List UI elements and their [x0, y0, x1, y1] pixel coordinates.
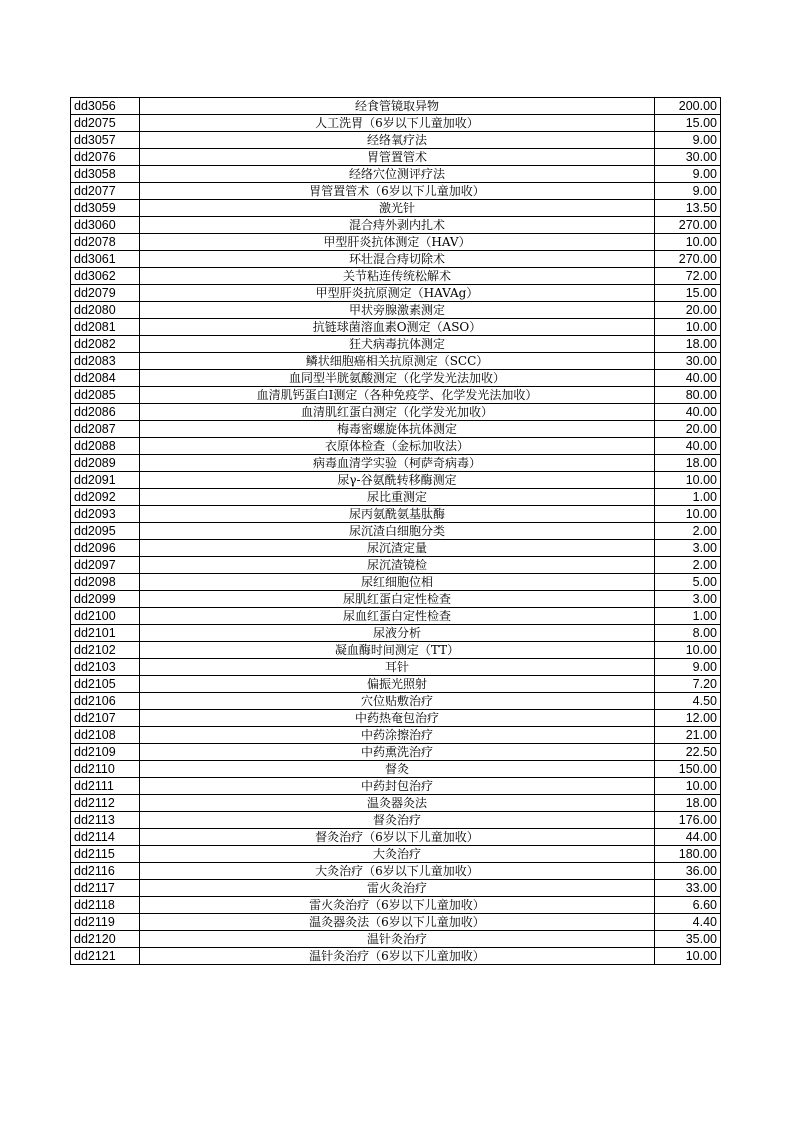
item-price-cell: 80.00	[655, 387, 721, 404]
item-code-cell: dd2088	[71, 438, 140, 455]
table-row	[71, 404, 721, 421]
item-code-cell: dd2097	[71, 557, 140, 574]
item-code-cell: dd2117	[71, 880, 140, 897]
item-code-cell: dd2121	[71, 948, 140, 965]
table-row	[71, 676, 721, 693]
item-code-cell: dd2080	[71, 302, 140, 319]
item-price-cell: 13.50	[655, 200, 721, 217]
table-row	[71, 319, 721, 336]
table-row	[71, 353, 721, 370]
item-code-cell: dd2079	[71, 285, 140, 302]
item-name-cell: 督灸治疗（6岁以下儿童加收）	[140, 829, 655, 846]
item-price-cell: 44.00	[655, 829, 721, 846]
item-code-cell: dd2105	[71, 676, 140, 693]
item-name-cell: 尿丙氨酰氨基肽酶	[140, 506, 655, 523]
item-price-cell: 10.00	[655, 234, 721, 251]
item-price-cell: 8.00	[655, 625, 721, 642]
item-price-cell: 10.00	[655, 319, 721, 336]
item-name-cell: 病毒血清学实验（柯萨奇病毒）	[140, 455, 655, 472]
item-code-cell: dd2109	[71, 744, 140, 761]
item-name-cell: 尿沉渣定量	[140, 540, 655, 557]
table-row	[71, 897, 721, 914]
item-code-cell: dd2102	[71, 642, 140, 659]
item-name-cell: 雷火灸治疗（6岁以下儿童加收）	[140, 897, 655, 914]
item-price-cell: 10.00	[655, 642, 721, 659]
item-code-cell: dd3060	[71, 217, 140, 234]
item-name-cell: 血清肌红蛋白测定（化学发光加收）	[140, 404, 655, 421]
item-price-cell: 18.00	[655, 336, 721, 353]
item-code-cell: dd2099	[71, 591, 140, 608]
table-row	[71, 523, 721, 540]
item-price-cell: 20.00	[655, 421, 721, 438]
table-row	[71, 217, 721, 234]
table-row	[71, 166, 721, 183]
table-row	[71, 761, 721, 778]
table-row	[71, 336, 721, 353]
table-row	[71, 659, 721, 676]
table-row	[71, 302, 721, 319]
item-price-cell: 33.00	[655, 880, 721, 897]
item-code-cell: dd2092	[71, 489, 140, 506]
item-code-cell: dd2095	[71, 523, 140, 540]
item-code-cell: dd2103	[71, 659, 140, 676]
item-code-cell: dd2076	[71, 149, 140, 166]
item-price-cell: 9.00	[655, 659, 721, 676]
table-row	[71, 472, 721, 489]
table-row	[71, 540, 721, 557]
table-row	[71, 268, 721, 285]
table-row	[71, 727, 721, 744]
item-code-cell: dd2120	[71, 931, 140, 948]
item-price-cell: 18.00	[655, 795, 721, 812]
table-row	[71, 625, 721, 642]
table-row	[71, 744, 721, 761]
item-price-cell: 30.00	[655, 353, 721, 370]
table-row	[71, 98, 721, 115]
item-price-cell: 4.40	[655, 914, 721, 931]
table-row	[71, 557, 721, 574]
item-code-cell: dd2101	[71, 625, 140, 642]
item-price-cell: 200.00	[655, 98, 721, 115]
item-price-cell: 2.00	[655, 557, 721, 574]
item-code-cell: dd2111	[71, 778, 140, 795]
item-name-cell: 温灸器灸法	[140, 795, 655, 812]
item-price-cell: 30.00	[655, 149, 721, 166]
item-name-cell: 血清肌钙蛋白I测定（各种免疫学、化学发光法加收）	[140, 387, 655, 404]
item-name-cell: 混合痔外剥内扎术	[140, 217, 655, 234]
table-row	[71, 421, 721, 438]
item-code-cell: dd3062	[71, 268, 140, 285]
item-code-cell: dd2091	[71, 472, 140, 489]
item-name-cell: 甲型肝炎抗原测定（HAVAg）	[140, 285, 655, 302]
table-row	[71, 234, 721, 251]
item-code-cell: dd2086	[71, 404, 140, 421]
table-row	[71, 149, 721, 166]
item-name-cell: 耳针	[140, 659, 655, 676]
table-row	[71, 455, 721, 472]
item-code-cell: dd2113	[71, 812, 140, 829]
item-name-cell: 关节粘连传统松解术	[140, 268, 655, 285]
item-name-cell: 血同型半胱氨酸测定（化学发光法加收）	[140, 370, 655, 387]
item-code-cell: dd3061	[71, 251, 140, 268]
item-name-cell: 鳞状细胞癌相关抗原测定（SCC）	[140, 353, 655, 370]
item-price-cell: 4.50	[655, 693, 721, 710]
item-price-cell: 36.00	[655, 863, 721, 880]
item-code-cell: dd2087	[71, 421, 140, 438]
item-name-cell: 尿γ-谷氨酰转移酶测定	[140, 472, 655, 489]
table-row	[71, 251, 721, 268]
table-row	[71, 489, 721, 506]
item-name-cell: 尿比重测定	[140, 489, 655, 506]
item-name-cell: 中药熏洗治疗	[140, 744, 655, 761]
item-name-cell: 大灸治疗	[140, 846, 655, 863]
table-row	[71, 931, 721, 948]
item-price-cell: 10.00	[655, 506, 721, 523]
item-code-cell: dd2100	[71, 608, 140, 625]
item-code-cell: dd2106	[71, 693, 140, 710]
table-row	[71, 387, 721, 404]
item-name-cell: 中药涂擦治疗	[140, 727, 655, 744]
item-name-cell: 温灸器灸法（6岁以下儿童加收）	[140, 914, 655, 931]
table-row	[71, 608, 721, 625]
table-row	[71, 642, 721, 659]
item-name-cell: 经络氧疗法	[140, 132, 655, 149]
item-name-cell: 尿沉渣镜检	[140, 557, 655, 574]
table-row	[71, 914, 721, 931]
item-code-cell: dd2107	[71, 710, 140, 727]
item-name-cell: 人工洗胃（6岁以下儿童加收）	[140, 115, 655, 132]
item-price-cell: 22.50	[655, 744, 721, 761]
item-price-cell: 9.00	[655, 132, 721, 149]
item-name-cell: 偏振光照射	[140, 676, 655, 693]
item-code-cell: dd2112	[71, 795, 140, 812]
table-row	[71, 285, 721, 302]
table-row	[71, 693, 721, 710]
table-row	[71, 812, 721, 829]
item-code-cell: dd2075	[71, 115, 140, 132]
item-name-cell: 雷火灸治疗	[140, 880, 655, 897]
item-price-cell: 35.00	[655, 931, 721, 948]
item-code-cell: dd2078	[71, 234, 140, 251]
item-name-cell: 中药封包治疗	[140, 778, 655, 795]
table-row	[71, 591, 721, 608]
item-name-cell: 穴位贴敷治疗	[140, 693, 655, 710]
table-row	[71, 370, 721, 387]
item-name-cell: 督灸	[140, 761, 655, 778]
table-row	[71, 506, 721, 523]
item-price-cell: 40.00	[655, 404, 721, 421]
item-name-cell: 尿红细胞位相	[140, 574, 655, 591]
item-price-cell: 15.00	[655, 285, 721, 302]
item-price-cell: 40.00	[655, 370, 721, 387]
item-code-cell: dd2096	[71, 540, 140, 557]
item-code-cell: dd2093	[71, 506, 140, 523]
item-name-cell: 中药热奄包治疗	[140, 710, 655, 727]
item-price-cell: 3.00	[655, 591, 721, 608]
item-price-cell: 10.00	[655, 472, 721, 489]
table-row	[71, 132, 721, 149]
item-name-cell: 抗链球菌溶血素O测定（ASO）	[140, 319, 655, 336]
table-row	[71, 183, 721, 200]
item-name-cell: 凝血酶时间测定（TT）	[140, 642, 655, 659]
item-name-cell: 胃管置管术（6岁以下儿童加收）	[140, 183, 655, 200]
item-code-cell: dd2114	[71, 829, 140, 846]
item-code-cell: dd2115	[71, 846, 140, 863]
item-price-cell: 1.00	[655, 489, 721, 506]
item-name-cell: 胃管置管术	[140, 149, 655, 166]
item-name-cell: 督灸治疗	[140, 812, 655, 829]
item-name-cell: 衣原体检查（金标加收法）	[140, 438, 655, 455]
item-name-cell: 大灸治疗（6岁以下儿童加收）	[140, 863, 655, 880]
item-name-cell: 环壮混合痔切除术	[140, 251, 655, 268]
item-price-cell: 72.00	[655, 268, 721, 285]
item-code-cell: dd3056	[71, 98, 140, 115]
item-code-cell: dd2110	[71, 761, 140, 778]
item-name-cell: 甲型肝炎抗体测定（HAV）	[140, 234, 655, 251]
item-code-cell: dd3057	[71, 132, 140, 149]
item-code-cell: dd2089	[71, 455, 140, 472]
item-code-cell: dd2098	[71, 574, 140, 591]
item-name-cell: 经络穴位测评疗法	[140, 166, 655, 183]
table-row	[71, 115, 721, 132]
item-price-cell: 150.00	[655, 761, 721, 778]
table-row	[71, 795, 721, 812]
table-row	[71, 438, 721, 455]
table-row	[71, 863, 721, 880]
item-name-cell: 甲状旁腺激素测定	[140, 302, 655, 319]
table-row	[71, 948, 721, 965]
item-price-cell: 15.00	[655, 115, 721, 132]
table-row	[71, 778, 721, 795]
fee-table	[70, 97, 721, 965]
item-price-cell: 180.00	[655, 846, 721, 863]
item-code-cell: dd2082	[71, 336, 140, 353]
item-price-cell: 1.00	[655, 608, 721, 625]
item-name-cell: 尿肌红蛋白定性检查	[140, 591, 655, 608]
item-code-cell: dd2077	[71, 183, 140, 200]
table-row	[71, 829, 721, 846]
item-price-cell: 3.00	[655, 540, 721, 557]
item-code-cell: dd3058	[71, 166, 140, 183]
item-price-cell: 21.00	[655, 727, 721, 744]
table-row	[71, 880, 721, 897]
item-name-cell: 温针灸治疗（6岁以下儿童加收）	[140, 948, 655, 965]
item-price-cell: 7.20	[655, 676, 721, 693]
item-price-cell: 270.00	[655, 251, 721, 268]
item-name-cell: 温针灸治疗	[140, 931, 655, 948]
item-code-cell: dd3059	[71, 200, 140, 217]
item-name-cell: 尿血红蛋白定性检查	[140, 608, 655, 625]
item-code-cell: dd2116	[71, 863, 140, 880]
item-price-cell: 270.00	[655, 217, 721, 234]
item-name-cell: 狂犬病毒抗体测定	[140, 336, 655, 353]
item-name-cell: 尿液分析	[140, 625, 655, 642]
item-price-cell: 40.00	[655, 438, 721, 455]
table-row	[71, 574, 721, 591]
item-price-cell: 10.00	[655, 778, 721, 795]
item-price-cell: 10.00	[655, 948, 721, 965]
item-price-cell: 18.00	[655, 455, 721, 472]
item-price-cell: 5.00	[655, 574, 721, 591]
item-name-cell: 尿沉渣白细胞分类	[140, 523, 655, 540]
fee-table-body	[71, 98, 721, 965]
table-row	[71, 846, 721, 863]
item-price-cell: 9.00	[655, 166, 721, 183]
item-price-cell: 20.00	[655, 302, 721, 319]
item-code-cell: dd2083	[71, 353, 140, 370]
item-code-cell: dd2084	[71, 370, 140, 387]
item-code-cell: dd2085	[71, 387, 140, 404]
item-code-cell: dd2081	[71, 319, 140, 336]
item-name-cell: 梅毒密螺旋体抗体测定	[140, 421, 655, 438]
item-price-cell: 176.00	[655, 812, 721, 829]
item-code-cell: dd2119	[71, 914, 140, 931]
table-row	[71, 200, 721, 217]
item-price-cell: 2.00	[655, 523, 721, 540]
item-name-cell: 经食管镜取异物	[140, 98, 655, 115]
item-code-cell: dd2108	[71, 727, 140, 744]
item-price-cell: 9.00	[655, 183, 721, 200]
item-price-cell: 6.60	[655, 897, 721, 914]
item-price-cell: 12.00	[655, 710, 721, 727]
item-name-cell: 激光针	[140, 200, 655, 217]
table-row	[71, 710, 721, 727]
item-code-cell: dd2118	[71, 897, 140, 914]
